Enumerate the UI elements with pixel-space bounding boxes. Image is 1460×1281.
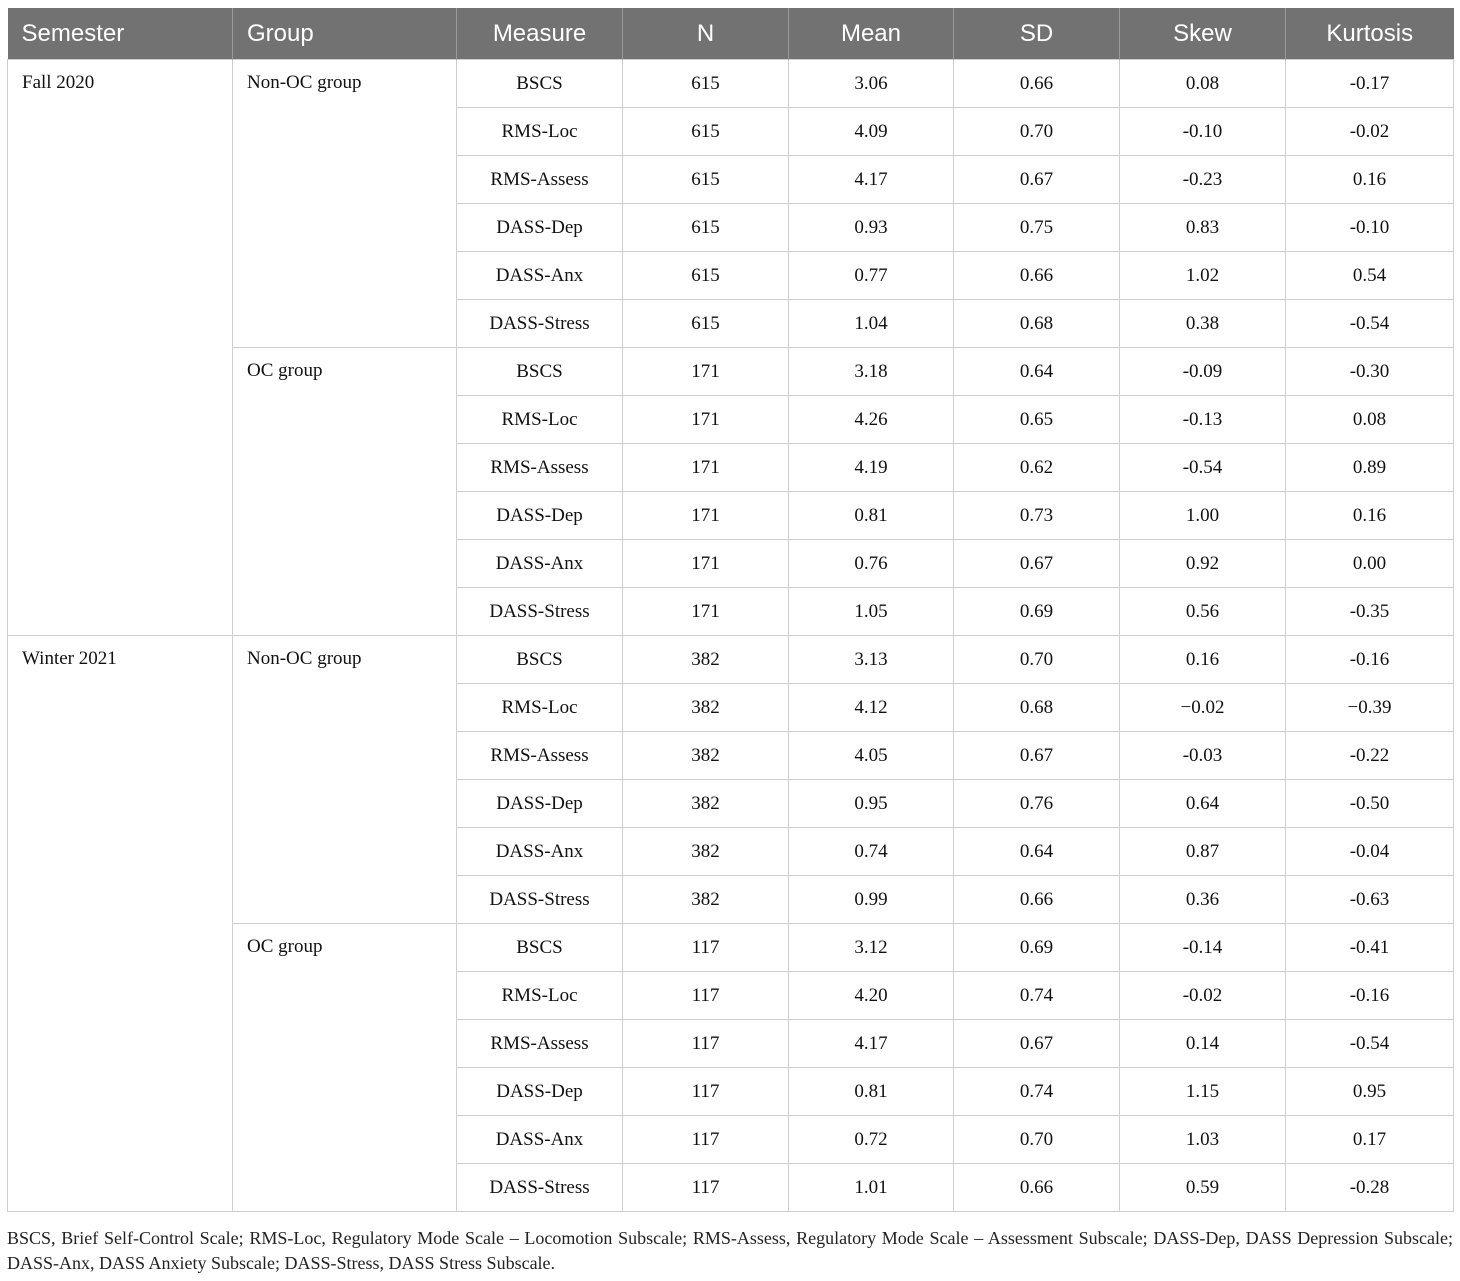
kurtosis-cell: 0.16 [1286, 492, 1454, 540]
kurtosis-cell: 0.00 [1286, 540, 1454, 588]
measure-cell: BSCS [457, 60, 623, 108]
skew-cell: 0.92 [1120, 540, 1286, 588]
skew-cell: 0.59 [1120, 1164, 1286, 1212]
measure-cell: BSCS [457, 924, 623, 972]
n-cell: 615 [623, 156, 789, 204]
n-cell: 615 [623, 300, 789, 348]
mean-cell: 0.76 [789, 540, 954, 588]
n-cell: 117 [623, 1116, 789, 1164]
group-cell: Non-OC group [233, 636, 457, 924]
kurtosis-cell: 0.54 [1286, 252, 1454, 300]
measure-cell: DASS-Dep [457, 492, 623, 540]
sd-cell: 0.62 [954, 444, 1120, 492]
skew-cell: -0.10 [1120, 108, 1286, 156]
mean-cell: 3.13 [789, 636, 954, 684]
skew-cell: 0.38 [1120, 300, 1286, 348]
kurtosis-cell: -0.50 [1286, 780, 1454, 828]
sd-cell: 0.69 [954, 924, 1120, 972]
sd-cell: 0.66 [954, 60, 1120, 108]
header-row [8, 8, 1454, 60]
kurtosis-cell: -0.35 [1286, 588, 1454, 636]
measure-cell: RMS-Loc [457, 108, 623, 156]
measure-cell: DASS-Anx [457, 540, 623, 588]
sd-cell: 0.64 [954, 828, 1120, 876]
sd-cell: 0.64 [954, 348, 1120, 396]
measure-cell: RMS-Assess [457, 732, 623, 780]
mean-cell: 1.04 [789, 300, 954, 348]
mean-cell: 0.99 [789, 876, 954, 924]
semester-cell: Winter 2021 [8, 636, 233, 1212]
n-cell: 117 [623, 1164, 789, 1212]
kurtosis-cell: -0.28 [1286, 1164, 1454, 1212]
mean-cell: 1.05 [789, 588, 954, 636]
sd-cell: 0.76 [954, 780, 1120, 828]
sd-cell: 0.68 [954, 684, 1120, 732]
skew-cell: -0.54 [1120, 444, 1286, 492]
sd-cell: 0.66 [954, 1164, 1120, 1212]
mean-cell: 0.81 [789, 492, 954, 540]
n-cell: 382 [623, 828, 789, 876]
n-cell: 382 [623, 636, 789, 684]
mean-cell: 4.20 [789, 972, 954, 1020]
kurtosis-cell: -0.54 [1286, 1020, 1454, 1068]
kurtosis-cell: -0.30 [1286, 348, 1454, 396]
sd-cell: 0.67 [954, 1020, 1120, 1068]
kurtosis-cell: -0.41 [1286, 924, 1454, 972]
skew-cell: 0.56 [1120, 588, 1286, 636]
n-cell: 382 [623, 732, 789, 780]
sd-cell: 0.69 [954, 588, 1120, 636]
skew-cell: -0.13 [1120, 396, 1286, 444]
kurtosis-cell: -0.63 [1286, 876, 1454, 924]
n-cell: 171 [623, 492, 789, 540]
header-group: Group [233, 8, 457, 60]
mean-cell: 4.09 [789, 108, 954, 156]
skew-cell: −0.02 [1120, 684, 1286, 732]
kurtosis-cell: -0.54 [1286, 300, 1454, 348]
n-cell: 615 [623, 108, 789, 156]
sd-cell: 0.73 [954, 492, 1120, 540]
header-n: N [623, 8, 789, 60]
header-mean: Mean [789, 8, 954, 60]
kurtosis-cell: -0.04 [1286, 828, 1454, 876]
skew-cell: 0.83 [1120, 204, 1286, 252]
kurtosis-cell: -0.16 [1286, 972, 1454, 1020]
skew-cell: 0.36 [1120, 876, 1286, 924]
mean-cell: 0.81 [789, 1068, 954, 1116]
measure-cell: BSCS [457, 348, 623, 396]
kurtosis-cell: -0.22 [1286, 732, 1454, 780]
measure-cell: BSCS [457, 636, 623, 684]
header-semester: Semester [8, 8, 233, 60]
n-cell: 171 [623, 588, 789, 636]
measure-cell: DASS-Stress [457, 876, 623, 924]
mean-cell: 4.12 [789, 684, 954, 732]
measure-cell: DASS-Stress [457, 300, 623, 348]
group-cell: Non-OC group [233, 60, 457, 348]
mean-cell: 4.05 [789, 732, 954, 780]
sd-cell: 0.74 [954, 1068, 1120, 1116]
n-cell: 615 [623, 252, 789, 300]
n-cell: 615 [623, 60, 789, 108]
skew-cell: 0.14 [1120, 1020, 1286, 1068]
table-header [8, 8, 1454, 60]
sd-cell: 0.66 [954, 252, 1120, 300]
header-kurtosis: Kurtosis [1286, 8, 1454, 60]
mean-cell: 3.06 [789, 60, 954, 108]
sd-cell: 0.67 [954, 732, 1120, 780]
measure-cell: DASS-Dep [457, 780, 623, 828]
skew-cell: 1.02 [1120, 252, 1286, 300]
measure-cell: DASS-Anx [457, 252, 623, 300]
mean-cell: 0.74 [789, 828, 954, 876]
sd-cell: 0.70 [954, 108, 1120, 156]
n-cell: 117 [623, 924, 789, 972]
skew-cell: -0.14 [1120, 924, 1286, 972]
kurtosis-cell: −0.39 [1286, 684, 1454, 732]
mean-cell: 4.26 [789, 396, 954, 444]
sd-cell: 0.75 [954, 204, 1120, 252]
measure-cell: RMS-Assess [457, 444, 623, 492]
sd-cell: 0.67 [954, 156, 1120, 204]
measure-cell: DASS-Dep [457, 204, 623, 252]
n-cell: 171 [623, 396, 789, 444]
measure-cell: RMS-Loc [457, 972, 623, 1020]
sd-cell: 0.67 [954, 540, 1120, 588]
n-cell: 117 [623, 972, 789, 1020]
group-cell: OC group [233, 348, 457, 636]
measure-cell: DASS-Anx [457, 1116, 623, 1164]
descriptive-statistics-table [7, 8, 1454, 1212]
measure-cell: DASS-Stress [457, 1164, 623, 1212]
table-body [8, 60, 1454, 1212]
skew-cell: 0.08 [1120, 60, 1286, 108]
skew-cell: 1.03 [1120, 1116, 1286, 1164]
n-cell: 171 [623, 444, 789, 492]
n-cell: 615 [623, 204, 789, 252]
table-row [8, 636, 1454, 684]
mean-cell: 3.12 [789, 924, 954, 972]
skew-cell: 0.64 [1120, 780, 1286, 828]
skew-cell: 0.87 [1120, 828, 1286, 876]
header-skew: Skew [1120, 8, 1286, 60]
kurtosis-cell: 0.95 [1286, 1068, 1454, 1116]
n-cell: 171 [623, 540, 789, 588]
sd-cell: 0.70 [954, 1116, 1120, 1164]
table-container [7, 8, 1453, 1212]
semester-cell: Fall 2020 [8, 60, 233, 636]
n-cell: 171 [623, 348, 789, 396]
measure-cell: RMS-Assess [457, 1020, 623, 1068]
mean-cell: 4.17 [789, 1020, 954, 1068]
header-sd: SD [954, 8, 1120, 60]
mean-cell: 0.72 [789, 1116, 954, 1164]
measure-cell: DASS-Anx [457, 828, 623, 876]
kurtosis-cell: 0.16 [1286, 156, 1454, 204]
kurtosis-cell: -0.16 [1286, 636, 1454, 684]
mean-cell: 0.95 [789, 780, 954, 828]
skew-cell: -0.23 [1120, 156, 1286, 204]
mean-cell: 0.77 [789, 252, 954, 300]
sd-cell: 0.68 [954, 300, 1120, 348]
skew-cell: -0.02 [1120, 972, 1286, 1020]
kurtosis-cell: 0.08 [1286, 396, 1454, 444]
mean-cell: 1.01 [789, 1164, 954, 1212]
skew-cell: 1.15 [1120, 1068, 1286, 1116]
n-cell: 382 [623, 780, 789, 828]
header-measure: Measure [457, 8, 623, 60]
mean-cell: 4.17 [789, 156, 954, 204]
skew-cell: 1.00 [1120, 492, 1286, 540]
n-cell: 382 [623, 876, 789, 924]
sd-cell: 0.74 [954, 972, 1120, 1020]
measure-cell: RMS-Assess [457, 156, 623, 204]
n-cell: 382 [623, 684, 789, 732]
mean-cell: 3.18 [789, 348, 954, 396]
table-footnote: BSCS, Brief Self-Control Scale; RMS-Loc, Regulatory Mode Scale – Locomotion Subscale; RMS-Assess, Regulatory Mode Scale – Assessment Subscale; DASS-Dep, DASS Depression Subscale; DASS-Anx, DASS Anxiety Subscale; DASS-Stress, DASS Stress Subscale. [7, 1228, 1453, 1273]
kurtosis-cell: -0.17 [1286, 60, 1454, 108]
skew-cell: -0.09 [1120, 348, 1286, 396]
sd-cell: 0.70 [954, 636, 1120, 684]
n-cell: 117 [623, 1020, 789, 1068]
kurtosis-cell: 0.89 [1286, 444, 1454, 492]
group-cell: OC group [233, 924, 457, 1212]
n-cell: 117 [623, 1068, 789, 1116]
measure-cell: DASS-Stress [457, 588, 623, 636]
kurtosis-cell: 0.17 [1286, 1116, 1454, 1164]
skew-cell: 0.16 [1120, 636, 1286, 684]
measure-cell: RMS-Loc [457, 396, 623, 444]
skew-cell: -0.03 [1120, 732, 1286, 780]
kurtosis-cell: -0.02 [1286, 108, 1454, 156]
sd-cell: 0.65 [954, 396, 1120, 444]
sd-cell: 0.66 [954, 876, 1120, 924]
measure-cell: RMS-Loc [457, 684, 623, 732]
kurtosis-cell: -0.10 [1286, 204, 1454, 252]
mean-cell: 4.19 [789, 444, 954, 492]
table-row [8, 60, 1454, 108]
measure-cell: DASS-Dep [457, 1068, 623, 1116]
mean-cell: 0.93 [789, 204, 954, 252]
